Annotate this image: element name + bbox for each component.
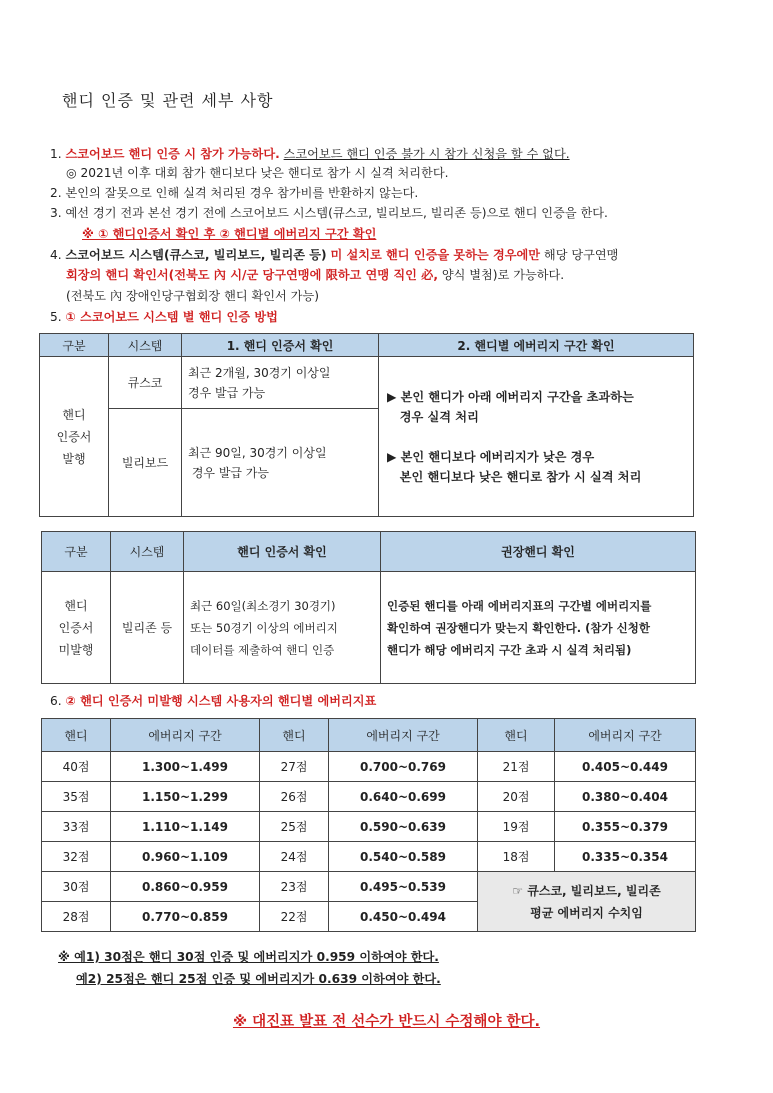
item-4-line3: (전북도 內 장애인당구협회장 핸디 확인서 가능) <box>66 289 319 303</box>
table-row <box>42 812 696 842</box>
t3-c3-handi: 21점 <box>478 752 555 782</box>
t3-header-range-3: 에버리지 구간 <box>555 719 696 752</box>
t1-header-system: 시스템 <box>109 334 182 357</box>
item-5-red-text: ① 스코어보드 시스템 별 핸디 인증 방법 <box>65 310 278 324</box>
item-4-part-c: 해당 당구연맹 <box>543 248 619 262</box>
t2-cert: 최근 60일(최소경기 30경기) 또는 50경기 이상의 에버리지 데이터를 제출하여 핸디 인증 <box>184 572 381 684</box>
t3-c3-handi: 18점 <box>478 842 555 872</box>
table-row <box>42 782 696 812</box>
t3-c1-range: 0.860~0.959 <box>111 872 260 902</box>
t1-category: 핸디 인증서 발행 <box>40 357 109 517</box>
t3-c3-range: 0.355~0.379 <box>555 812 696 842</box>
table-row <box>42 842 696 872</box>
item-4-line2-red: 회장의 핸디 확인서(전북도 內 시/군 당구연맹에 限하고 연맹 직인 必, <box>66 268 438 282</box>
t1-bullet-1: ▶ 본인 핸디가 아래 에버리지 구간을 초과하는 경우 실격 처리 <box>387 389 634 424</box>
item-4 <box>50 246 618 264</box>
t3-c2-range: 0.590~0.639 <box>329 812 478 842</box>
t3-c3-range: 0.335~0.354 <box>555 842 696 872</box>
t3-c2-range: 0.495~0.539 <box>329 872 478 902</box>
item-4-part-b: 미 설치로 핸디 인증을 못하는 경우에만 <box>330 248 541 262</box>
t3-header-handi-2: 핸디 <box>260 719 329 752</box>
t3-c2-handi: 27점 <box>260 752 329 782</box>
item-1-red-text: 스코어보드 핸디 인증 시 참가 가능하다. <box>65 147 280 161</box>
t1-cert-cuesco: 최근 2개월, 30경기 이상일 경우 발급 가능 <box>182 357 379 409</box>
t2-header-category: 구분 <box>42 532 111 572</box>
t3-c1-range: 0.770~0.859 <box>111 902 260 932</box>
t1-system-cuesco: 큐스코 <box>109 357 182 409</box>
t3-header-range-2: 에버리지 구간 <box>329 719 478 752</box>
table-row <box>42 872 696 902</box>
t3-c2-range: 0.700~0.769 <box>329 752 478 782</box>
t3-c2-handi: 22점 <box>260 902 329 932</box>
t3-header-handi-1: 핸디 <box>42 719 111 752</box>
t1-range-cell <box>379 357 694 517</box>
t3-c1-handi: 28점 <box>42 902 111 932</box>
t2-recommend: 인증된 핸디를 아래 에버리지표의 구간별 에버리지를 확인하여 권장핸디가 맞는지 확인한다. (참가 신청한 핸디가 해당 에버리지 구간 초과 시 실격 처리됨) <box>381 572 696 684</box>
t3-c1-handi: 33점 <box>42 812 111 842</box>
t3-c2-range: 0.640~0.699 <box>329 782 478 812</box>
t1-header-range: 2. 핸디별 에버리지 구간 확인 <box>379 334 694 357</box>
t3-header-range-1: 에버리지 구간 <box>111 719 260 752</box>
note-example-1-text: ※ 예1) 30점은 핸디 30점 인증 및 에버리지가 0.959 이하여야 한다. <box>58 950 439 964</box>
t3-c2-handi: 25점 <box>260 812 329 842</box>
note-example-2-text: 예2) 25점은 핸디 25점 인증 및 에버리지가 0.639 이하여야 한다. <box>76 972 441 986</box>
t2-header-cert: 핸디 인증서 확인 <box>184 532 381 572</box>
table-cert-not-issued <box>41 531 696 684</box>
t3-c1-handi: 32점 <box>42 842 111 872</box>
table-row <box>42 752 696 782</box>
final-warning: ※ 대진표 발표 전 선수가 반드시 수정해야 한다. <box>232 1014 541 1030</box>
item-1-number: 1. <box>50 147 62 161</box>
t3-c1-handi: 35점 <box>42 782 111 812</box>
t1-system-billiboard: 빌리보드 <box>109 409 182 517</box>
t3-c2-handi: 23점 <box>260 872 329 902</box>
t3-c3-handi: 20점 <box>478 782 555 812</box>
t2-header-system: 시스템 <box>111 532 184 572</box>
t3-c3-handi: 19점 <box>478 812 555 842</box>
t3-c1-handi: 40점 <box>42 752 111 782</box>
t3-gray-note: ☞ 큐스코, 빌리보드, 빌리존 평균 에버리지 수치임 <box>478 872 696 932</box>
item-5 <box>50 308 278 326</box>
item-4-number: 4. <box>50 248 62 262</box>
t1-bullet-2: ▶ 본인 핸디보다 에버리지가 낮은 경우 본인 핸디보다 낮은 핸디로 참가 시 실격 처리 <box>387 449 642 484</box>
table-cert-issued <box>39 333 694 517</box>
item-4-line2-text: 양식 별첨)로 가능하다. <box>441 268 565 282</box>
item-1-sub: ◎ 2021년 이후 대회 참가 핸디보다 낮은 핸디로 참가 시 실격 처리한다. <box>66 166 449 180</box>
t3-c2-handi: 26점 <box>260 782 329 812</box>
page-title: 핸디 인증 및 관련 세부 사항 <box>62 91 274 110</box>
t3-c3-range: 0.405~0.449 <box>555 752 696 782</box>
item-6-red-text: ② 핸디 인증서 미발행 시스템 사용자의 핸디별 에버리지표 <box>65 694 377 708</box>
t1-header-category: 구분 <box>40 334 109 357</box>
t3-c2-handi: 24점 <box>260 842 329 872</box>
item-6 <box>50 692 376 710</box>
item-3-sub: ※ ① 핸디인증서 확인 후 ② 핸디별 에버리지 구간 확인 <box>82 227 377 241</box>
item-2: 2. 본인의 잘못으로 인해 실격 처리된 경우 참가비를 반환하지 않는다. <box>50 186 419 200</box>
t1-header-cert: 1. 핸디 인증서 확인 <box>182 334 379 357</box>
t2-header-recommend: 권장핸디 확인 <box>381 532 696 572</box>
item-1 <box>50 145 570 163</box>
t3-c2-range: 0.450~0.494 <box>329 902 478 932</box>
t2-category: 핸디 인증서 미발행 <box>42 572 111 684</box>
t1-cert-billiboard: 최근 90일, 30경기 이상일 경우 발급 가능 <box>182 409 379 517</box>
t3-c1-handi: 30점 <box>42 872 111 902</box>
t3-header-handi-3: 핸디 <box>478 719 555 752</box>
note-example-1 <box>58 948 439 965</box>
item-4-part-a: 스코어보드 시스템(큐스코, 빌리보드, 빌리존 등) <box>65 248 327 262</box>
t3-c3-range: 0.380~0.404 <box>555 782 696 812</box>
note-example-2 <box>76 970 441 987</box>
item-6-number: 6. <box>50 694 62 708</box>
item-4-line2 <box>66 266 564 284</box>
item-5-number: 5. <box>50 310 62 324</box>
t3-c1-range: 1.110~1.149 <box>111 812 260 842</box>
t3-c2-range: 0.540~0.589 <box>329 842 478 872</box>
t3-c1-range: 0.960~1.109 <box>111 842 260 872</box>
table-average <box>41 718 696 932</box>
t3-c1-range: 1.150~1.299 <box>111 782 260 812</box>
item-3: 3. 예선 경기 전과 본선 경기 전에 스코어보드 시스템(큐스코, 빌리보드, 빌리존 등)으로 핸디 인증을 한다. <box>50 206 608 220</box>
t3-c1-range: 1.300~1.499 <box>111 752 260 782</box>
t2-system: 빌리존 등 <box>111 572 184 684</box>
item-1-text: 스코어보드 핸디 인증 불가 시 참가 신청을 할 수 없다. <box>283 147 570 161</box>
